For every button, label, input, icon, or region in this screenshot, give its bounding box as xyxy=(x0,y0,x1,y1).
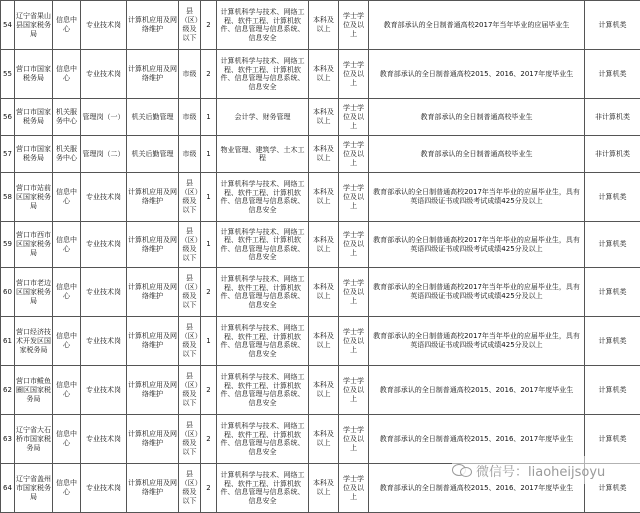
table-row xyxy=(1,50,640,99)
cell-count: 1 xyxy=(201,136,217,173)
cell-no: 58 xyxy=(1,173,15,222)
cell-edu: 本科及以上 xyxy=(309,317,339,366)
cell-type: 计算机类 xyxy=(585,415,640,464)
cell-unit: 辽宁省果山县国家税务局 xyxy=(15,1,53,50)
cell-major: 计算机科学与技术、网络工程、软件工程、计算机软件、信息管理与信息系统、信息安全 xyxy=(217,415,309,464)
watermark-text: 微信号：liaoheijsoyu xyxy=(476,461,605,480)
cell-level: 县（区）级及以下 xyxy=(179,173,201,222)
cell-degree: 学士学位及以上 xyxy=(339,366,369,415)
cell-level: 市级 xyxy=(179,136,201,173)
table-row xyxy=(1,173,640,222)
cell-degree: 学士学位及以上 xyxy=(339,415,369,464)
cell-unit: 营口市站前区国家税务局 xyxy=(15,173,53,222)
cell-post: 专业技术岗 xyxy=(81,415,127,464)
table-row xyxy=(1,366,640,415)
cell-degree: 学士学位及以上 xyxy=(339,317,369,366)
cell-desc: 计算机应用及网络维护 xyxy=(127,464,179,513)
cell-major: 计算机科学与技术、网络工程、软件工程、计算机软件、信息管理与信息系统、信息安全 xyxy=(217,222,309,268)
cell-post: 专业技术岗 xyxy=(81,222,127,268)
cell-degree: 学士学位及以上 xyxy=(339,136,369,173)
cell-degree: 学士学位及以上 xyxy=(339,464,369,513)
table-row xyxy=(1,1,640,50)
table-row xyxy=(1,317,640,366)
cell-cond: 教育部承认的全日制普通高校2015、2016、2017年度毕业生 xyxy=(369,464,585,513)
cell-level: 市级 xyxy=(179,50,201,99)
cell-count: 2 xyxy=(201,1,217,50)
cell-post: 管理岗（一） xyxy=(81,99,127,136)
cell-major: 计算机科学与技术、网络工程、软件工程、计算机软件、信息管理与信息系统、信息安全 xyxy=(217,50,309,99)
cell-dept: 机关服务中心 xyxy=(53,136,81,173)
cell-type: 计算机类 xyxy=(585,317,640,366)
cell-desc: 机关后勤管理 xyxy=(127,99,179,136)
cell-edu: 本科及以上 xyxy=(309,415,339,464)
cell-unit: 辽宁省大石桥市国家税务局 xyxy=(15,415,53,464)
cell-unit: 辽宁省盖州市国家税务局 xyxy=(15,464,53,513)
cell-desc: 计算机应用及网络维护 xyxy=(127,415,179,464)
cell-desc: 机关后勤管理 xyxy=(127,136,179,173)
cell-type: 计算机类 xyxy=(585,50,640,99)
cell-edu: 本科及以上 xyxy=(309,222,339,268)
cell-degree: 学士学位及以上 xyxy=(339,222,369,268)
cell-level: 县（区）级及以下 xyxy=(179,415,201,464)
cell-cond: 教育部承认的全日制普通高校2015、2016、2017年度毕业生 xyxy=(369,415,585,464)
cell-desc: 计算机应用及网络维护 xyxy=(127,1,179,50)
cell-dept: 信息中心 xyxy=(53,173,81,222)
cell-type: 计算机类 xyxy=(585,1,640,50)
cell-major: 计算机科学与技术、网络工程、软件工程、计算机软件、信息管理与信息系统、信息安全 xyxy=(217,366,309,415)
cell-desc: 计算机应用及网络维护 xyxy=(127,268,179,317)
cell-type: 计算机类 xyxy=(585,366,640,415)
cell-major: 计算机科学与技术、网络工程、软件工程、计算机软件、信息管理与信息系统、信息安全 xyxy=(217,317,309,366)
cell-type: 计算机类 xyxy=(585,464,640,513)
cell-no: 54 xyxy=(1,1,15,50)
cell-edu: 本科及以上 xyxy=(309,173,339,222)
cell-type: 非计算机类 xyxy=(585,99,640,136)
cell-major: 计算机科学与技术、网络工程、软件工程、计算机软件、信息管理与信息系统、信息安全 xyxy=(217,464,309,513)
cell-no: 64 xyxy=(1,464,15,513)
cell-no: 61 xyxy=(1,317,15,366)
cell-unit: 营口市国家税务局 xyxy=(15,50,53,99)
cell-post: 专业技术岗 xyxy=(81,268,127,317)
cell-no: 55 xyxy=(1,50,15,99)
cell-count: 1 xyxy=(201,173,217,222)
cell-post: 专业技术岗 xyxy=(81,366,127,415)
table-row xyxy=(1,99,640,136)
cell-type: 计算机类 xyxy=(585,268,640,317)
cell-unit: 营口市国家税务局 xyxy=(15,136,53,173)
cell-degree: 学士学位及以上 xyxy=(339,99,369,136)
cell-dept: 信息中心 xyxy=(53,1,81,50)
cell-unit: 营口市国家税务局 xyxy=(15,99,53,136)
cell-degree: 学士学位及以上 xyxy=(339,268,369,317)
wechat-watermark xyxy=(452,456,640,484)
cell-level: 县（区）级及以下 xyxy=(179,317,201,366)
cell-level: 县（区）级及以下 xyxy=(179,1,201,50)
cell-degree: 学士学位及以上 xyxy=(339,173,369,222)
cell-cond: 教育部承认的全日制普通高校2017年当年毕业的应届毕业生，具有英语四级证书或四级考试成绩425分及以上 xyxy=(369,317,585,366)
wechat-icon xyxy=(452,463,472,477)
cell-no: 63 xyxy=(1,415,15,464)
cell-dept: 信息中心 xyxy=(53,50,81,99)
cell-major: 计算机科学与技术、网络工程、软件工程、计算机软件、信息管理与信息系统、信息安全 xyxy=(217,1,309,50)
cell-dept: 信息中心 xyxy=(53,415,81,464)
cell-post: 专业技术岗 xyxy=(81,464,127,513)
cell-type: 非计算机类 xyxy=(585,136,640,173)
cell-major: 物业管理、建筑学、土木工程 xyxy=(217,136,309,173)
cell-level: 市级 xyxy=(179,99,201,136)
cell-no: 59 xyxy=(1,222,15,268)
cell-major: 会计学、财务管理 xyxy=(217,99,309,136)
cell-level: 县（区）级及以下 xyxy=(179,464,201,513)
table-row xyxy=(1,136,640,173)
cell-level: 县（区）级及以下 xyxy=(179,268,201,317)
cell-dept: 信息中心 xyxy=(53,317,81,366)
cell-major: 计算机科学与技术、网络工程、软件工程、计算机软件、信息管理与信息系统、信息安全 xyxy=(217,268,309,317)
cell-edu: 本科及以上 xyxy=(309,464,339,513)
cell-count: 2 xyxy=(201,50,217,99)
cell-dept: 信息中心 xyxy=(53,222,81,268)
cell-cond: 教育部承认的全日制普通高校2017年当年毕业的应届毕业生，具有英语四级证书或四级考试成绩425分及以上 xyxy=(369,268,585,317)
cell-cond: 教育部承认的全日制普通高校2015、2016、2017年度毕业生 xyxy=(369,366,585,415)
cell-dept: 信息中心 xyxy=(53,366,81,415)
cell-count: 1 xyxy=(201,222,217,268)
cell-level: 县（区）级及以下 xyxy=(179,366,201,415)
cell-edu: 本科及以上 xyxy=(309,1,339,50)
cell-post: 管理岗（二） xyxy=(81,136,127,173)
cell-count: 1 xyxy=(201,99,217,136)
cell-type: 计算机类 xyxy=(585,222,640,268)
cell-no: 62 xyxy=(1,366,15,415)
cell-edu: 本科及以上 xyxy=(309,99,339,136)
cell-unit: 营口经济技术开发区国家税务局 xyxy=(15,317,53,366)
cell-count: 2 xyxy=(201,464,217,513)
cell-edu: 本科及以上 xyxy=(309,268,339,317)
cell-degree: 学士学位及以上 xyxy=(339,1,369,50)
cell-desc: 计算机应用及网络维护 xyxy=(127,317,179,366)
cell-unit: 营口市西市区国家税务局 xyxy=(15,222,53,268)
cell-type: 计算机类 xyxy=(585,173,640,222)
cell-no: 56 xyxy=(1,99,15,136)
cell-count: 2 xyxy=(201,366,217,415)
cell-cond: 教育部承认的全日制普通高校毕业生 xyxy=(369,99,585,136)
cell-cond: 教育部承认的全日制普通高校毕业生 xyxy=(369,136,585,173)
cell-count: 1 xyxy=(201,317,217,366)
cell-post: 专业技术岗 xyxy=(81,317,127,366)
cell-desc: 计算机应用及网络维护 xyxy=(127,173,179,222)
cell-edu: 本科及以上 xyxy=(309,136,339,173)
cell-cond: 教育部承认的全日制普通高校2015、2016、2017年度毕业生 xyxy=(369,50,585,99)
table-row xyxy=(1,222,640,268)
cell-level: 县（区）级及以下 xyxy=(179,222,201,268)
cell-cond: 教育部承认的全日制普通高校2017年当年毕业的应届毕业生，具有英语四级证书或四级考试成绩425分及以上 xyxy=(369,222,585,268)
cell-desc: 计算机应用及网络维护 xyxy=(127,50,179,99)
cell-post: 专业技术岗 xyxy=(81,173,127,222)
cell-dept: 信息中心 xyxy=(53,464,81,513)
cell-edu: 本科及以上 xyxy=(309,50,339,99)
cell-desc: 计算机应用及网络维护 xyxy=(127,222,179,268)
cell-major: 计算机科学与技术、网络工程、软件工程、计算机软件、信息管理与信息系统、信息安全 xyxy=(217,173,309,222)
cell-dept: 信息中心 xyxy=(53,268,81,317)
cell-degree: 学士学位及以上 xyxy=(339,50,369,99)
cell-post: 专业技术岗 xyxy=(81,50,127,99)
cell-unit: 营口市老边区国家税务局 xyxy=(15,268,53,317)
cell-dept: 机关服务中心 xyxy=(53,99,81,136)
cell-count: 2 xyxy=(201,415,217,464)
table-row xyxy=(1,268,640,317)
cell-unit: 营口市鲅鱼圈区国家税务局 xyxy=(15,366,53,415)
cell-count: 2 xyxy=(201,268,217,317)
cell-post: 专业技术岗 xyxy=(81,1,127,50)
cell-desc: 计算机应用及网络维护 xyxy=(127,366,179,415)
cell-cond: 教育部承认的全日制普通高校2017年当年毕业的应届毕业生，具有英语四级证书或四级考试成绩425分及以上 xyxy=(369,173,585,222)
cell-no: 57 xyxy=(1,136,15,173)
cell-cond: 教育部承认的全日制普通高校2017年当年毕业的应届毕业生 xyxy=(369,1,585,50)
cell-edu: 本科及以上 xyxy=(309,366,339,415)
cell-no: 60 xyxy=(1,268,15,317)
